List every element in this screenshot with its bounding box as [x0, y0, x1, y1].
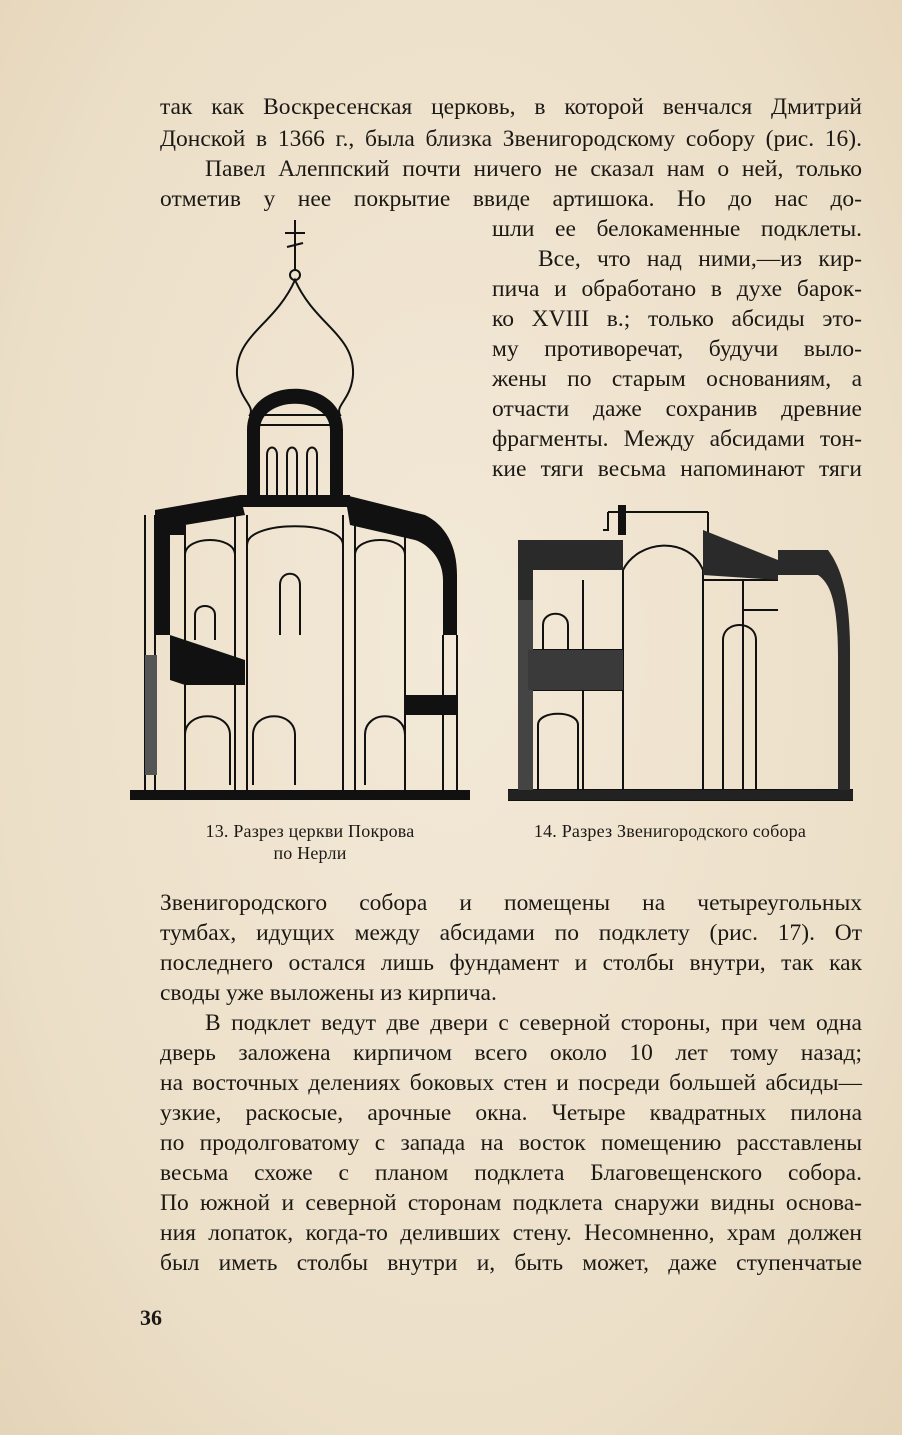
text-line: фрагменты. Между абсидами тон- — [492, 426, 862, 452]
text-line: Павел Алеппский почти ничего не сказал нам о ней, только — [205, 156, 862, 182]
text-line: шли ее белокаменные подклеты. — [492, 216, 862, 242]
figure-13-caption-line: 13. Разрез церкви Покрова — [205, 821, 415, 841]
text-line: ко XVIII в.; только абсиды это- — [492, 306, 862, 332]
text-line: жены по старым основаниям, а — [492, 366, 862, 392]
text-line: на восточных делениях боковых стен и посреди большей абсиды— — [160, 1070, 862, 1096]
text-line: тумбах, идущих между абсидами по подклету (рис. 17). От — [160, 920, 862, 946]
text-line: В подклет ведут две двери с северной стороны, при чем одна — [205, 1010, 862, 1036]
text-line: последнего остался лишь фундамент и столбы внутри, так как — [160, 950, 862, 976]
text-line: ния лопаток, когда-то деливших стену. Несомненно, храм должен — [160, 1220, 862, 1246]
figure-13-drawing — [125, 215, 475, 805]
text-line: отметив у нее покрытие ввиде артишока. Но до нас до- — [160, 186, 862, 212]
figure-13-caption-line: по Нерли — [273, 843, 347, 863]
text-line: отчасти даже сохранив древние — [492, 396, 862, 422]
text-line: так как Воскресенская церковь, в которой венчался Дмитрий — [160, 94, 862, 120]
text-line: По южной и северной сторонам подклета снаружи видны основа- — [160, 1190, 862, 1216]
text-line: му противоречат, будучи выло- — [492, 336, 862, 362]
figure-14-drawing — [488, 500, 863, 810]
figure-14-caption: 14. Разрез Звенигородского собора — [533, 821, 807, 841]
text-line: своды уже выложены из кирпича. — [160, 980, 497, 1006]
text-line: Донской в 1366 г., была близка Звенигородскому собору (рис. 16). — [160, 126, 862, 152]
text-line: по продолговатому с запада на восток помещению расставлены — [160, 1130, 862, 1156]
text-line: был иметь столбы внутри и, быть может, даже ступенчатые — [160, 1250, 862, 1276]
figure-13-caption — [150, 820, 470, 864]
text-line: узкие, раскосые, арочные окна. Четыре квадратных пилона — [160, 1100, 862, 1126]
text-line: дверь заложена кирпичом всего около 10 лет тому назад; — [160, 1040, 862, 1066]
text-line: кие тяги весьма напоминают тяги — [492, 456, 862, 482]
text-line: Все, что над ними,—из кир- — [538, 246, 862, 272]
text-line: весьма схоже с планом подклета Благовещенского собора. — [160, 1160, 862, 1186]
page-number: 36 — [140, 1305, 162, 1330]
text-line: Звенигородского собора и помещены на четыреугольных — [160, 890, 862, 916]
text-line: пича и обработано в духе барок- — [492, 276, 862, 302]
